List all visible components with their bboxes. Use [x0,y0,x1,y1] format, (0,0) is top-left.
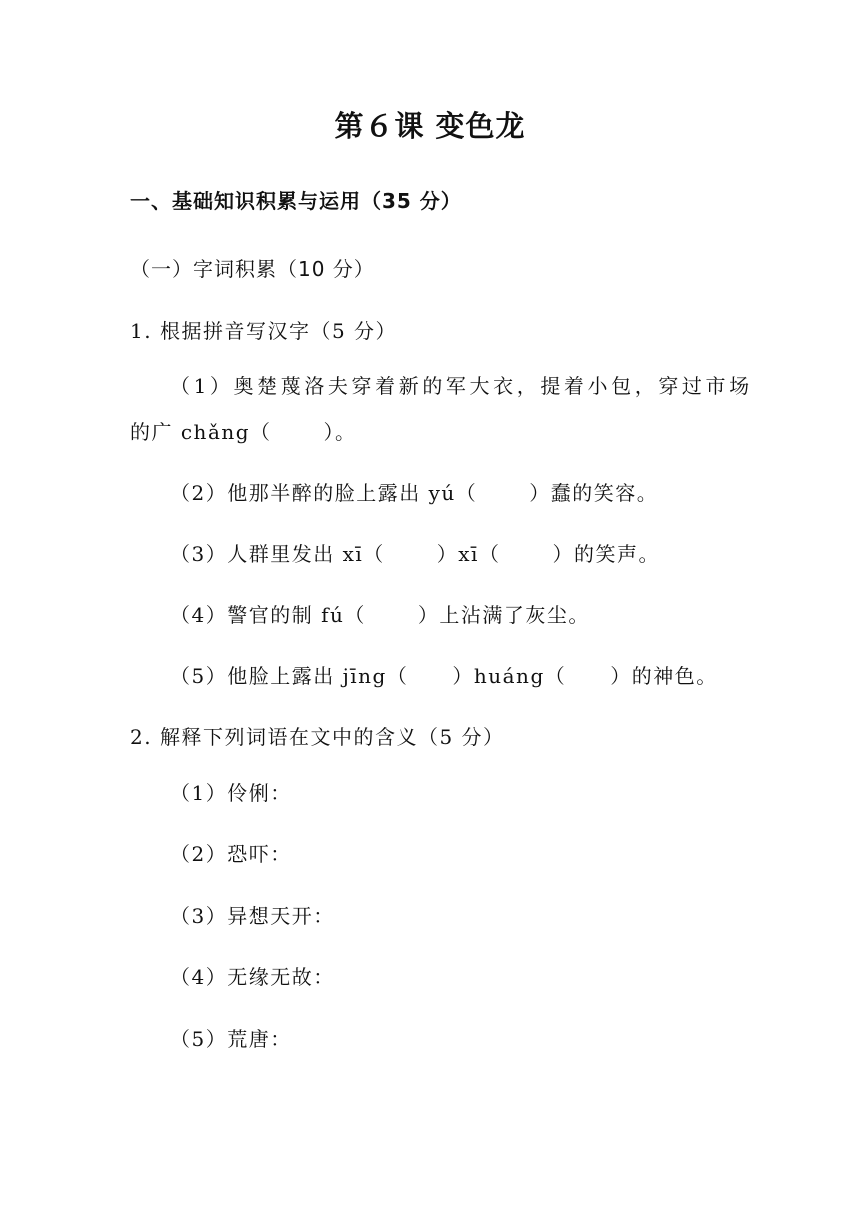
question-2-item-4: （4）无缘无故： [170,965,335,989]
item-4-text-before-blank: （4）警官的制 fú（ [170,603,366,627]
item-1-text-after-blank: ）。 [323,420,357,444]
item-3-text-after-blank: ）的笑声。 [552,542,660,566]
question-1-item-2 [170,479,658,507]
item-1-text-before-blank: 的广 chǎng（ [130,420,272,444]
question-1-item-1-line-2 [130,418,357,446]
question-2-item-1: （1）伶俐： [170,781,292,805]
question-1-item-3 [170,540,660,568]
subsection-heading-word-accumulation: （一）字词积累（10 分） [130,257,375,281]
question-1-item-4 [170,601,590,629]
page-title: 第６课 变色龙 [334,109,526,143]
item-5-text-before-blank: （5）他脸上露出 jīng（ [170,664,409,688]
question-2-stem: 2. 解释下列词语在文中的含义（5 分） [130,725,505,749]
question-1-item-1-line-1: （1）奥楚蔑洛夫穿着新的军大衣，提着小包，穿过市场 [170,374,753,398]
item-4-text-after-blank: ）上沾满了灰尘。 [417,603,590,627]
question-2-item-2: （2）恐吓： [170,842,292,866]
question-2-item-5: （5）荒唐： [170,1027,292,1051]
item-3-text-middle: ）xī（ [436,542,501,566]
item-5-text-after-blank: ）的神色。 [610,664,718,688]
section-heading-basic-knowledge: 一、基础知识积累与运用（35 分） [130,189,462,213]
question-1-stem: 1. 根据拼音写汉字（5 分） [130,319,398,343]
item-2-text-before-blank: （2）他那半醉的脸上露出 yú（ [170,481,478,505]
question-1-item-5 [170,662,718,690]
item-3-text-before-blank: （3）人群里发出 xī（ [170,542,385,566]
item-2-text-after-blank: ）蠢的笑容。 [529,481,659,505]
question-2-item-3: （3）异想天开： [170,904,335,928]
item-5-text-middle: ）huáng（ [452,664,567,688]
